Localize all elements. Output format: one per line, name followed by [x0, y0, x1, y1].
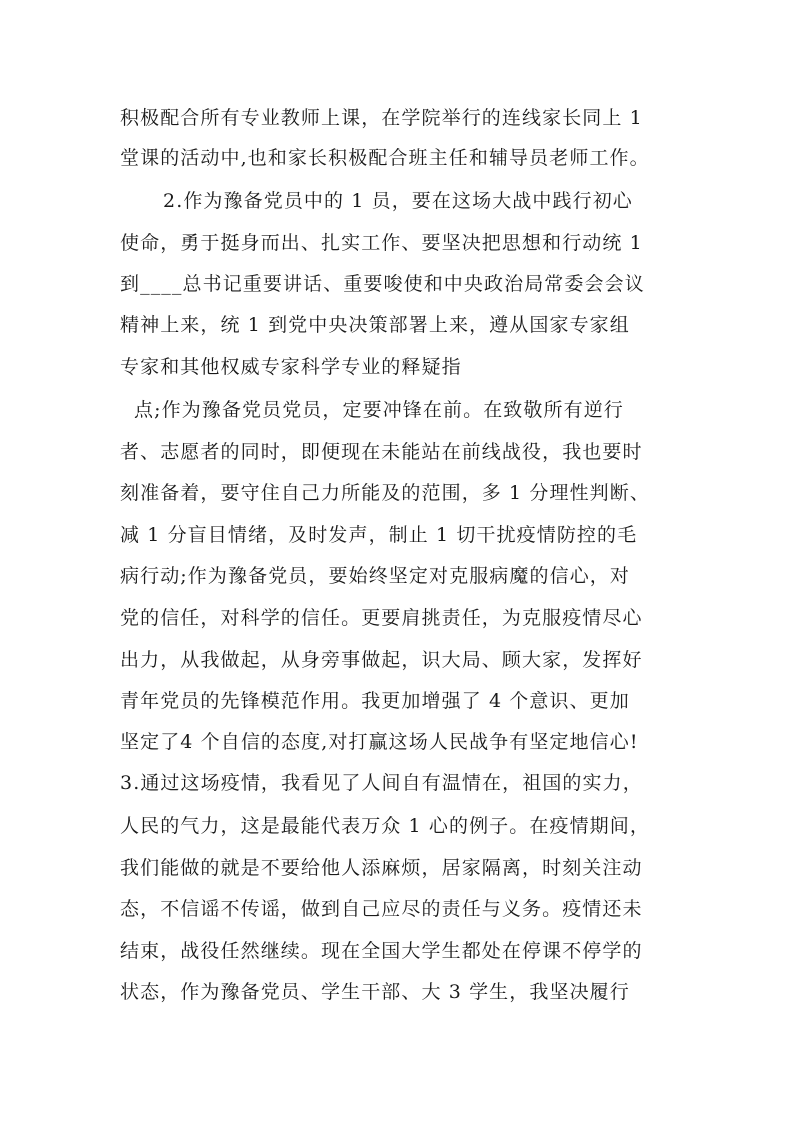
text-line-18: 人民的气力，这是最能代表万众 1 心的例子。在疫情期间，: [120, 815, 650, 837]
text-line-4: 使命，勇于挺身而出、扎实工作、要坚决把思想和行动统 1: [120, 232, 643, 254]
text-line-19: 我们能做的就是不要给他人添麻烦，居家隔离，时刻关注动: [120, 857, 643, 879]
text-line-2: 堂课的活动中,也和家长积极配合班主任和辅导员老师工作。: [120, 147, 650, 169]
text-line-21: 结束，战役任然继续。现在全国大学生都处在停课不停学的: [120, 940, 643, 962]
text-line-14: 出力，从我做起，从身旁事做起，识大局、顾大家，发挥好: [120, 649, 643, 671]
text-line-20: 态，不信谣不传谣，做到自己应尽的责任与义务。疫情还未: [120, 898, 643, 920]
text-line-13: 党的信任，对科学的信任。更要肩挑责任，为克服疫情尽心: [120, 607, 643, 629]
text-line-15: 青年党员的先锋模范作用。我更加增强了 4 个意识、更加: [120, 690, 630, 712]
text-line-3: 2.作为豫备党员中的 1 员，要在这场大战中践行初心: [163, 190, 633, 212]
text-line-9: 者、志愿者的同时，即便现在未能站在前线战役，我也要时: [120, 441, 643, 463]
text-line-17: 3.通过这场疫情，我看见了人间自有温情在，祖国的实力，: [120, 772, 643, 794]
text-line-6: 精神上来，统 1 到党中央决策部署上来，遵从国家专家组: [120, 314, 630, 336]
text-line-10: 刻准备着，要守住自己力所能及的范围，多 1 分理性判断、: [120, 482, 650, 504]
text-line-11: 减 1 分盲目情绪，及时发声，制止 1 切干扰疫情防控的毛: [120, 524, 638, 546]
text-line-16: 坚定了4 个自信的态度,对打赢这场人民战争有坚定地信心!: [120, 731, 639, 753]
text-line-7: 专家和其他权威专家科学专业的释疑指: [120, 356, 462, 378]
text-line-8: 点;作为豫备党员党员，定要冲锋在前。在致敬所有逆行: [134, 399, 624, 421]
text-line-5: 到____总书记重要讲话、重要唆使和中央政治局常委会会议: [120, 273, 645, 295]
text-line-22: 状态，作为豫备党员、学生干部、大 3 学生，我坚决履行: [120, 981, 630, 1003]
text-line-1: 积极配合所有专业教师上课，在学院举行的连线家长同上 1: [120, 107, 643, 129]
text-line-12: 病行动;作为豫备党员，要始终坚定对克服病魔的信心，对: [120, 565, 631, 587]
